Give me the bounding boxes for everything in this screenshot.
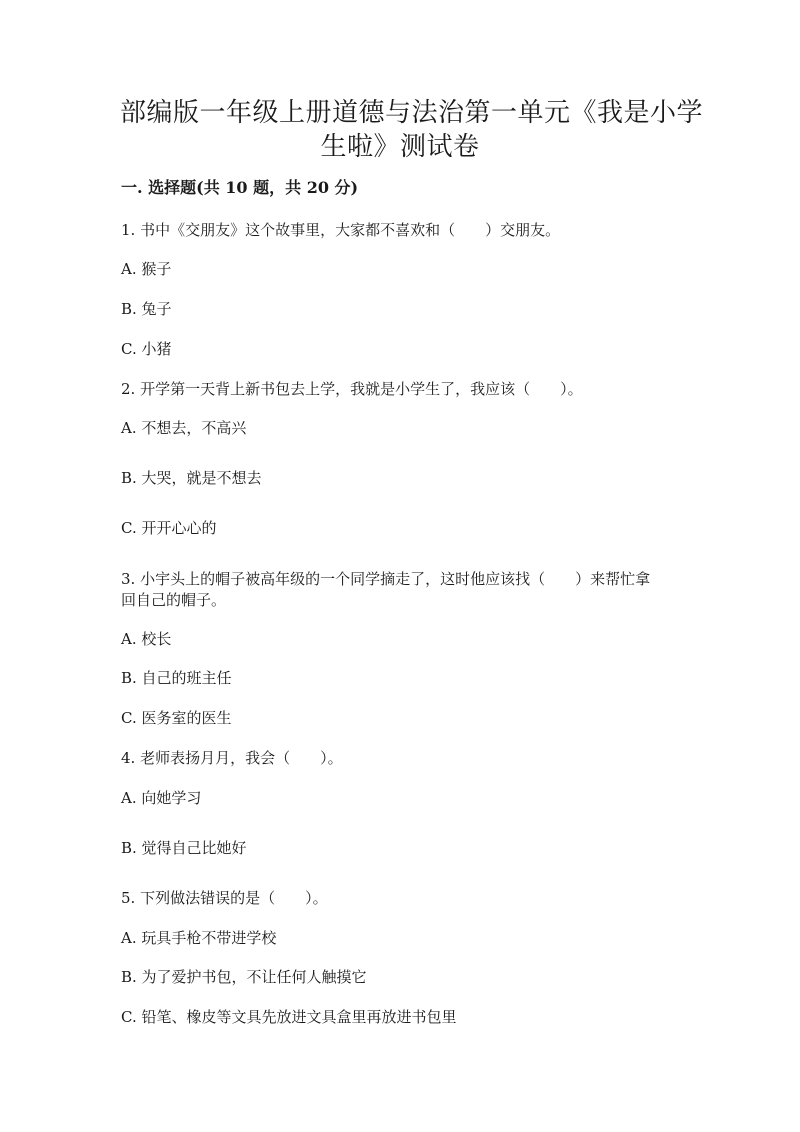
question-4-stem: 4. 老师表扬月月，我会（ ）。	[121, 749, 343, 767]
question-3-stem-line-1: 3. 小宇头上的帽子被高年级的一个同学摘走了，这时他应该找（ ）来帮忙拿	[121, 570, 651, 588]
question-2-option-c: C. 开开心心的	[121, 519, 217, 537]
question-5-option-c: C. 铅笔、橡皮等文具先放进文具盒里再放进书包里	[121, 1008, 457, 1026]
question-3-option-c: C. 医务室的医生	[121, 709, 232, 727]
question-4-option-b: B. 觉得自己比她好	[121, 839, 247, 857]
question-5-stem: 5. 下列做法错误的是（ ）。	[121, 889, 328, 907]
question-5-option-a: A. 玩具手枪不带进学校	[121, 929, 277, 947]
question-1-option-a: A. 猴子	[121, 260, 172, 278]
question-2-option-b: B. 大哭，就是不想去	[121, 469, 262, 487]
question-2-stem: 2. 开学第一天背上新书包去上学，我就是小学生了，我应该（ ）。	[121, 380, 583, 398]
question-4-option-a: A. 向她学习	[121, 789, 202, 807]
question-1-option-c: C. 小猪	[121, 340, 172, 358]
page-title-line-2: 生啦》测试卷	[320, 132, 480, 162]
question-1-option-b: B. 兔子	[121, 300, 172, 318]
section-heading: 一. 选择题(共 10 题，共 20 分)	[121, 178, 359, 197]
question-2-option-a: A. 不想去，不高兴	[121, 419, 247, 437]
question-3-stem-line-2: 回自己的帽子。	[121, 591, 227, 609]
question-1-stem: 1. 书中《交朋友》这个故事里，大家都不喜欢和（ ）交朋友。	[121, 221, 561, 239]
page-title-line-1: 部编版一年级上册道德与法治第一单元《我是小学	[120, 98, 704, 128]
question-5-option-b: B. 为了爱护书包，不让任何人触摸它	[121, 968, 367, 986]
question-3-option-a: A. 校长	[121, 630, 172, 648]
question-3-option-b: B. 自己的班主任	[121, 669, 232, 687]
